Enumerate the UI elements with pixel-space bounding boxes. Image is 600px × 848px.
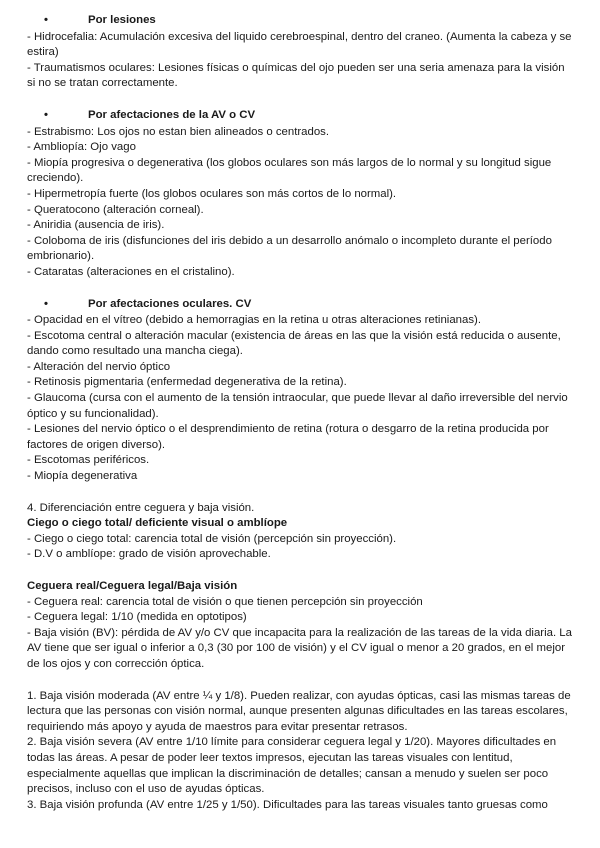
section-4-title: 4. Diferenciación entre ceguera y baja visión. bbox=[27, 501, 255, 514]
bullet-icon: • bbox=[44, 297, 48, 310]
item-hipermetropia: - Hipermetropía fuerte (los globos oculares son más cortos de lo normal). bbox=[27, 187, 397, 200]
item-retinosis: - Retinosis pigmentaria (enfermedad degenerativa de la retina). bbox=[27, 376, 347, 389]
item-escotomas-perifericos: - Escotomas periféricos. bbox=[27, 454, 150, 467]
item-ceguera-legal: - Ceguera legal: 1/10 (medida en optotipos) bbox=[27, 611, 247, 624]
item-escotoma-central: - Escotoma central o alteración macular (existencia de áreas en las que la visión está reducida o ausente, dando como resultado una mancha ciega). bbox=[27, 329, 561, 358]
item-queratocono: - Queratocono (alteración corneal). bbox=[27, 203, 204, 216]
document-content bbox=[27, 13, 575, 813]
heading-text: Por afectaciones oculares. CV bbox=[88, 297, 252, 310]
bullet-icon: • bbox=[44, 14, 48, 26]
section-4-subtitle: Ciego o ciego total/ deficiente visual o amblíope bbox=[27, 517, 288, 530]
item-baja-vision: - Baja visión (BV): pérdida de AV y/o CV que incapacita para la realización de las tareas de la vida diaria. La AV tiene que ser igual o inferior a 0,3 (30 por 100 de visión) y el CV igual o menor a 20 grados, en el mejor de los ojos y con corrección óptica. bbox=[27, 626, 572, 670]
heading-av-cv bbox=[27, 108, 575, 124]
bullet-icon: • bbox=[44, 108, 48, 121]
item-ciego-total: - Ciego o ciego total: carencia total de visión (percepción sin proyección). bbox=[27, 532, 397, 545]
item-miopia-degenerativa: - Miopía degenerativa bbox=[27, 470, 138, 483]
item-hidrocefalia: - Hidrocefalia: Acumulación excesiva del liquido cerebroespinal, dentro del craneo. (Aumenta la cabeza y se estira) bbox=[27, 30, 572, 59]
item-ambliopia: - Ambliopía: Ojo vago bbox=[27, 141, 136, 154]
heading-text: Por afectaciones de la AV o CV bbox=[88, 108, 256, 121]
item-glaucoma: - Glaucoma (cursa con el aumento de la tensión intraocular, que puede llevar al daño irreversible del nervio óptico y su funcionalidad). bbox=[27, 392, 568, 420]
heading-text: Por lesiones bbox=[88, 14, 156, 26]
item-traumatismos: - Traumatismos oculares: Lesiones físicas o químicas del ojo pueden ser una seria amenaza para la visión si no se tratan correctamente. bbox=[27, 61, 565, 90]
item-lesiones-nervio: - Lesiones del nervio óptico o el desprendimiento de retina (rotura o desgarro de la retina producida por factores de origen diverso). bbox=[27, 423, 549, 451]
item-nervio-optico: - Alteración del nervio óptico bbox=[27, 360, 171, 373]
item-ceguera-real: - Ceguera real: carencia total de visión o que tienen percepción sin proyección bbox=[27, 595, 423, 608]
heading-oculares-cv bbox=[27, 297, 575, 313]
numbered-item-2: 2. Baja visión severa (AV entre 1/10 límite para considerar ceguera legal y 1/20). Mayores dificultades en todas las áreas. A pesar de poder leer textos impresos, ejecutan las tareas visuales con lentitud, especialmente aquellas que implican la discriminación de detalles; cansan a menudo y suelen ser poco precisos, incluso con el uso de ayudas ópticas. bbox=[27, 736, 557, 796]
item-dv-ambliope: - D.V o amblíope: grado de visión aprovechable. bbox=[27, 548, 271, 561]
item-coloboma: - Coloboma de iris (disfunciones del iris debido a un desarrollo anómalo o incompleto durante el período embrionario). bbox=[27, 234, 552, 263]
item-opacidad: - Opacidad en el vítreo (debido a hemorragias en la retina u otras alteraciones retinianas). bbox=[27, 314, 481, 327]
item-aniridia: - Aniridia (ausencia de iris). bbox=[27, 219, 165, 232]
heading-por-lesiones bbox=[27, 13, 575, 29]
item-cataratas: - Cataratas (alteraciones en el cristalino). bbox=[27, 265, 235, 278]
item-miopia-progresiva: - Miopía progresiva o degenerativa (los globos oculares son más largos de lo normal y su longitud sigue creciendo). bbox=[27, 156, 552, 185]
numbered-item-1: 1. Baja visión moderada (AV entre ¼ y 1/8). Pueden realizar, con ayudas ópticas, casi las mismas tareas de lectura que las personas con visión normal, aunque presenten algunas dificultades en las tareas escolares, requiriendo más apoyo y ayuda de maestros para evitar presentar retrasos. bbox=[27, 689, 571, 733]
ceguera-title: Ceguera real/Ceguera legal/Baja visión bbox=[27, 580, 238, 592]
numbered-item-3: 3. Baja visión profunda (AV entre 1/25 y 1/50). Dificultades para las tareas visuales tanto gruesas como bbox=[27, 798, 548, 811]
item-estrabismo: - Estrabismo: Los ojos no estan bien alineados o centrados. bbox=[27, 125, 330, 138]
